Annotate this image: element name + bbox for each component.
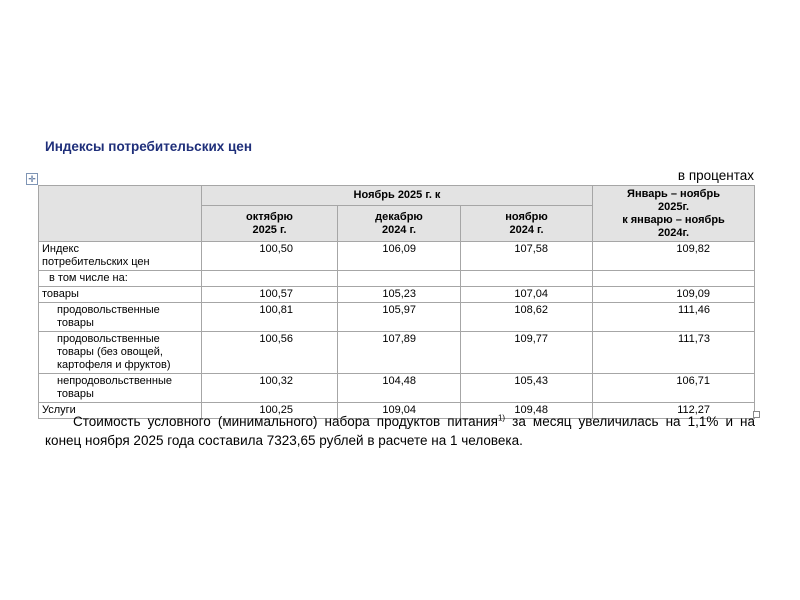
cell-value: 109,48 [461, 403, 593, 419]
cell-value: 104,48 [338, 374, 461, 403]
footnote-marker: 1) [497, 413, 506, 423]
cell-value [593, 271, 755, 287]
table-row [39, 303, 755, 332]
table-move-handle-icon[interactable]: ✛ [26, 173, 38, 185]
cell-value: 107,04 [461, 287, 593, 303]
header-december: декабрю 2024 г. [338, 206, 461, 242]
cell-value: 112,27 [593, 403, 755, 419]
row-label: товары [39, 287, 202, 303]
cell-value: 106,09 [338, 242, 461, 271]
paragraph-text-part1: Стоимость условного (минимального) набора продуктов питания [73, 414, 498, 429]
cell-value: 105,23 [338, 287, 461, 303]
header-group-november: Ноябрь 2025 г. к [202, 186, 593, 206]
cell-value: 100,81 [202, 303, 338, 332]
cell-value [338, 271, 461, 287]
cell-value: 100,25 [202, 403, 338, 419]
cell-value: 111,46 [593, 303, 755, 332]
cell-value: 109,82 [593, 242, 755, 271]
units-label: в процентах [677, 168, 754, 183]
cell-value: 100,57 [202, 287, 338, 303]
paragraph-text-part2: за месяц увеличилась на 1,1% и на конец ноября 2025 года составила 7323,65 рублей в расчете на 1 человека. [45, 414, 756, 448]
cell-value: 100,56 [202, 332, 338, 374]
table-row [39, 374, 755, 403]
cell-value: 100,32 [202, 374, 338, 403]
cell-value: 109,77 [461, 332, 593, 374]
cell-value: 109,09 [593, 287, 755, 303]
row-label: в том числе на: [39, 271, 202, 287]
cell-value [202, 271, 338, 287]
price-index-table [38, 185, 755, 419]
header-empty-cell [39, 186, 202, 242]
header-october: октябрю 2025 г. [202, 206, 338, 242]
header-jan-nov: Январь – ноябрь 2025г. к январю – ноябрь 2024г. [593, 186, 755, 242]
table-row [39, 287, 755, 303]
header-november: ноябрю 2024 г. [461, 206, 593, 242]
table-row [39, 271, 755, 287]
table-row [39, 242, 755, 271]
row-label: продовольственные товары [39, 303, 202, 332]
cell-value: 100,50 [202, 242, 338, 271]
cell-value [461, 271, 593, 287]
page-title: Индексы потребительских цен [45, 139, 252, 154]
cell-value: 105,97 [338, 303, 461, 332]
body-paragraph [45, 412, 755, 450]
cell-value: 109,04 [338, 403, 461, 419]
row-label: Услуги [39, 403, 202, 419]
cell-value: 108,62 [461, 303, 593, 332]
cell-value: 107,89 [338, 332, 461, 374]
cell-value: 107,58 [461, 242, 593, 271]
cell-value: 106,71 [593, 374, 755, 403]
row-label: Индекс потребительских цен [39, 242, 202, 271]
table-row [39, 332, 755, 374]
row-label: непродовольственные товары [39, 374, 202, 403]
cell-value: 105,43 [461, 374, 593, 403]
row-label: продовольственные товары (без овощей, картофеля и фруктов) [39, 332, 202, 374]
cell-value: 111,73 [593, 332, 755, 374]
